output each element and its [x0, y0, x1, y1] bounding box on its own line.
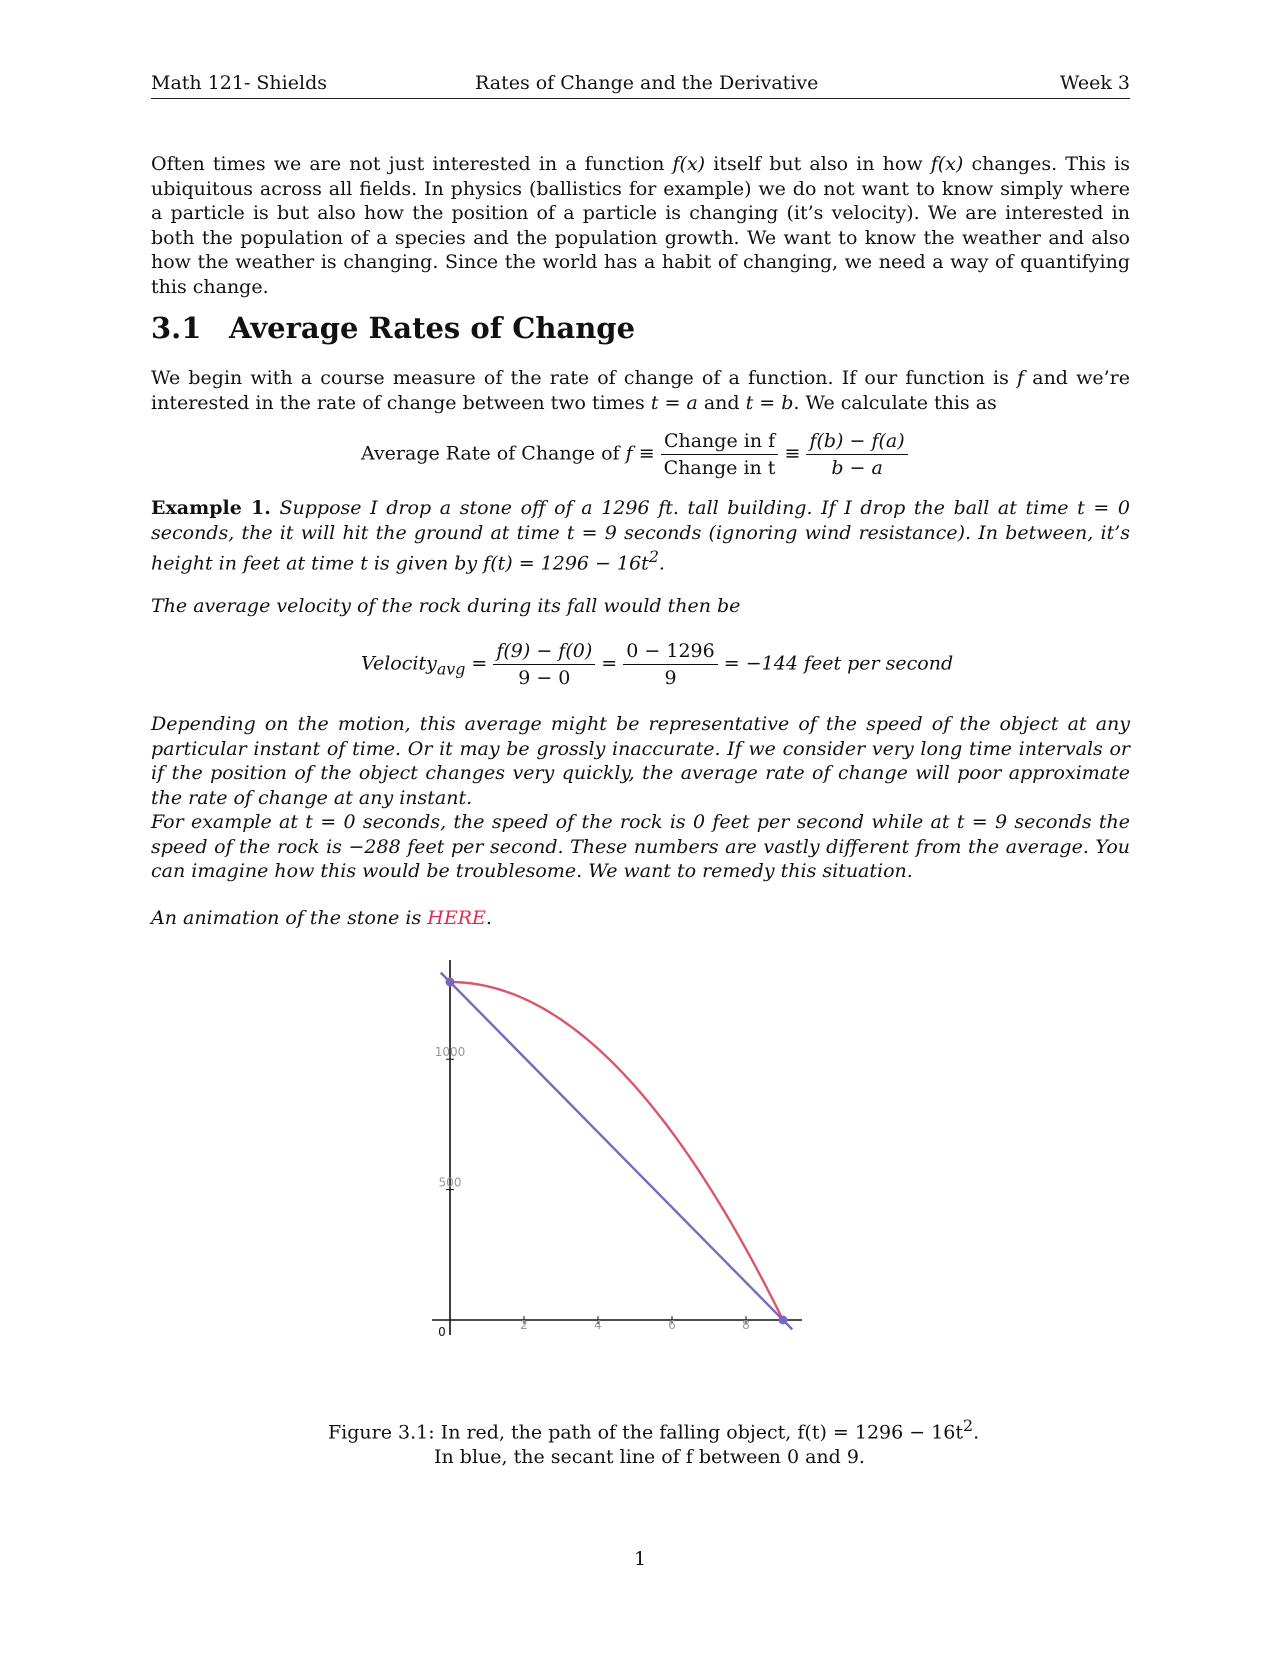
velocity-result: = −144 feet per second — [723, 652, 954, 675]
velocity-lhs: Velocity — [361, 652, 437, 675]
fraction-velocity-1 — [493, 640, 595, 689]
caption-line-1 — [328, 1413, 988, 1445]
y-tick-label: 1000 — [434, 1045, 466, 1060]
example-label: Example 1. — [151, 497, 271, 519]
caption-text: Figure 3.1: In red, the path of the falling object, f(t) = 1296 − 16t — [328, 1421, 964, 1444]
origin-label: 0 — [438, 1325, 446, 1339]
x-tick-label: 2 — [520, 1318, 528, 1332]
fraction-change-den: Change in t — [663, 457, 776, 479]
velocity-equals: = — [471, 652, 488, 675]
figure-chart — [410, 960, 850, 1400]
formula-lhs: Average Rate of Change of — [361, 442, 620, 465]
x-tick-label: 4 — [594, 1318, 602, 1332]
velocity-subscript: avg — [436, 659, 466, 679]
fraction-velocity-1-den: 9 − 0 — [518, 667, 571, 689]
begin-and: and — [697, 391, 746, 414]
section-number: 3.1 — [151, 311, 202, 345]
depending-paragraph: Depending on the motion, this average might be representative of the speed of the object at any particular instant of time. Or it may be grossly inaccurate. If we consider very long time intervals or if the position of the object changes very quickly, the average rate of change will poor approximate the rate of change at any instant. — [151, 713, 1130, 809]
header-title: Rates of Change and the Derivative — [475, 72, 819, 94]
page-header — [151, 72, 1130, 99]
intro-fx-2: f(x) — [930, 153, 964, 175]
formula-equiv-2: ≡ — [784, 442, 801, 465]
intro-text-1: Often times we are not just interested in a function — [151, 153, 673, 175]
fraction-difference — [806, 430, 907, 479]
header-week: Week 3 — [1059, 72, 1130, 94]
begin-text-2: and we’re interested in the rate of change between two times — [151, 367, 1130, 414]
velocity-formula — [361, 640, 953, 689]
secant-point — [779, 1316, 788, 1325]
header-course: Math 121- Shields — [151, 72, 327, 94]
rate-formula — [361, 430, 908, 479]
fraction-change-num: Change in f — [661, 430, 779, 455]
y-tick-label: 500 — [438, 1175, 462, 1190]
intro-fx-1: f(x) — [672, 153, 706, 175]
forexample-paragraph: For example at t = 0 seconds, the speed of the rock is 0 feet per second while at t = 9 seconds the speed of the rock is −288 feet per second. These numbers are vastly different from the average. You can imagine how this would be troublesome. We want to remedy this situation. — [151, 811, 1130, 883]
animation-text: An animation of the stone is — [151, 907, 428, 929]
fraction-difference-den: b − a — [831, 457, 883, 479]
begin-paragraph — [151, 366, 1130, 415]
begin-f: f — [1017, 367, 1025, 389]
x-tick-label: 6 — [668, 1318, 676, 1332]
example-text: Suppose I drop a stone off of a 1296 ft. tall building. If I drop the ball at time t = 0 seconds, the it will hit the ground at time t = 9 seconds (ignoring wind resistance). In between, it’s height in feet at time t is given by f(t) = 1296 − 16t — [151, 497, 1131, 575]
begin-tb: t = b — [745, 391, 794, 414]
here-link[interactable]: HERE — [427, 907, 486, 929]
animation-paragraph — [151, 906, 1130, 931]
intro-text-3: changes. This is ubiquitous across all fields. In physics (ballistics for example) we do not want to know simply where a particle is but also how the position of a particle is changing (it’s velocity). We are interested in both the population of a species and the population growth. We want to know the weather and also how the weather is changing. Since the world has a habit of changing, we need a way of quantifying this change. — [151, 153, 1131, 298]
velocity-equals-2: = — [601, 652, 618, 675]
x-tick-label: 8 — [742, 1318, 750, 1332]
section-title: Average Rates of Change — [229, 311, 636, 345]
example-paragraph — [151, 496, 1130, 576]
fraction-velocity-1-num: f(9) − f(0) — [493, 640, 595, 665]
formula-f: f — [625, 442, 633, 465]
example-exponent: 2 — [648, 547, 659, 567]
intro-text-2: itself but also in how — [705, 153, 931, 175]
caption-line-2: In blue, the secant line of f between 0 and 9. — [434, 1446, 865, 1469]
fraction-velocity-2 — [623, 640, 717, 689]
begin-ta: t = a — [650, 391, 698, 414]
average-intro: The average velocity of the rock during its fall would then be — [151, 595, 741, 617]
figure-caption — [328, 1413, 988, 1470]
section-heading — [151, 311, 635, 345]
fraction-difference-num: f(b) − f(a) — [806, 430, 907, 455]
fraction-change — [661, 430, 779, 479]
animation-end: . — [485, 907, 492, 929]
secant-line — [438, 973, 793, 1330]
fraction-velocity-2-den: 9 — [664, 667, 677, 689]
caption-end: . — [973, 1421, 980, 1444]
chart-svg — [410, 960, 850, 1400]
begin-text-1: We begin with a course measure of the rate of change of a function. If our function is — [151, 367, 1018, 389]
page-number: 1 — [633, 1548, 647, 1570]
secant-point — [446, 978, 455, 987]
formula-equiv-1: ≡ — [638, 442, 655, 465]
begin-text-3: . We calculate this as — [793, 391, 997, 414]
example-end: . — [658, 552, 665, 575]
intro-paragraph — [151, 152, 1130, 300]
caption-exponent: 2 — [963, 1416, 974, 1435]
fraction-velocity-2-num: 0 − 1296 — [623, 640, 717, 665]
